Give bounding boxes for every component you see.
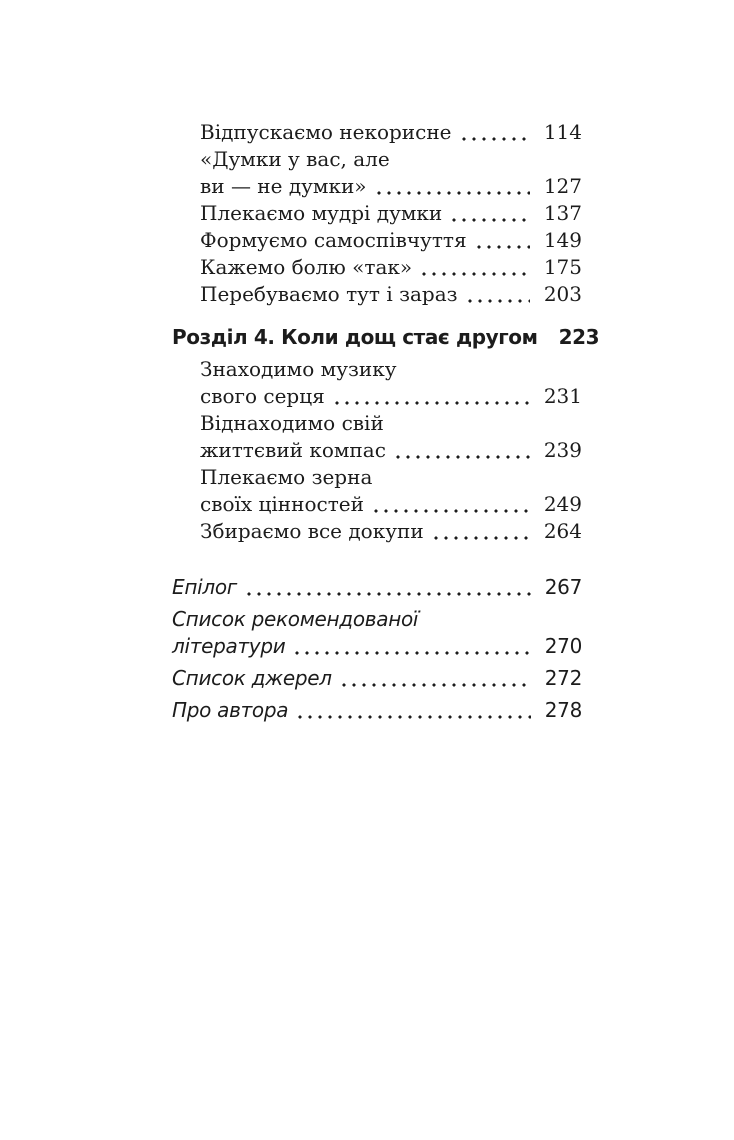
toc-entry-title: Перебуваємо тут і зараз (200, 282, 458, 306)
toc-entry-line (200, 518, 582, 545)
toc-entry (172, 324, 600, 351)
toc-list (172, 119, 600, 724)
toc-entry-title: Список джерел (172, 666, 332, 690)
dot-leader (244, 574, 531, 601)
toc-entry-title: Формуємо самоспівчуття (200, 228, 467, 252)
toc-entry-line (172, 697, 582, 724)
toc-entry (172, 464, 582, 518)
toc-entry-title: Плекаємо мудрі думки (200, 201, 443, 225)
dot-leader (393, 437, 530, 464)
page-number: 264 (543, 519, 582, 543)
toc-entry-line (172, 633, 582, 660)
page-number: 127 (543, 174, 582, 198)
toc-entry (172, 227, 582, 254)
toc-entry-title: Плекаємо зерна (200, 465, 373, 489)
dot-leader (449, 200, 530, 227)
toc-entry (172, 697, 582, 724)
dot-leader (332, 383, 530, 410)
dot-leader (292, 633, 530, 660)
toc-entry-line (200, 227, 582, 254)
toc-entry-title: ви — не думки» (200, 174, 367, 198)
toc-entry-line (200, 356, 582, 383)
page-number: 272 (544, 666, 582, 690)
page-number: 249 (543, 492, 582, 516)
toc-entry-line (172, 665, 582, 692)
toc-entry-line (200, 464, 582, 491)
toc-entry-title: Кажемо болю «так» (200, 255, 413, 279)
page-number: 239 (543, 438, 582, 462)
toc-entry-title: Відпускаємо некорисне (200, 120, 452, 144)
toc-entry-title: Віднаходимо свій (200, 411, 384, 435)
dot-leader (431, 518, 530, 545)
page-number: 114 (543, 120, 582, 144)
chapter-3-subentries (172, 119, 582, 308)
toc-entry-line (200, 383, 582, 410)
toc-entry-title: життєвий компас (200, 438, 386, 462)
toc-entry-line (200, 281, 582, 308)
page-number: 137 (543, 201, 582, 225)
toc-entry-title: «Думки у вас, але (200, 147, 390, 171)
toc-entry-line (172, 324, 600, 351)
page-number: 223 (558, 325, 600, 349)
dot-leader (371, 491, 530, 518)
toc-entry (172, 281, 582, 308)
toc-entry (172, 574, 582, 601)
toc-entry-line (200, 146, 582, 173)
toc-entry (172, 119, 582, 146)
toc-entry-title: Знаходимо музику (200, 357, 397, 381)
dot-leader (474, 227, 530, 254)
toc-entry (172, 410, 582, 464)
chapter-4-subentries (172, 356, 582, 545)
page-number: 175 (543, 255, 582, 279)
toc-entry-line (172, 606, 582, 633)
dot-leader (374, 173, 530, 200)
toc-entry (172, 200, 582, 227)
toc-entry-title: свого серця (200, 384, 325, 408)
toc-entry (172, 146, 582, 200)
page-number: 149 (543, 228, 582, 252)
toc-entry-line (172, 574, 582, 601)
toc-entry (172, 356, 582, 410)
toc-entry-title: літератури (172, 634, 286, 658)
chapter-4-heading (172, 324, 600, 351)
dot-leader (295, 697, 531, 724)
dot-leader (339, 665, 531, 692)
backmatter (172, 574, 582, 724)
dot-leader (419, 254, 530, 281)
toc-entry-title: Про автора (172, 698, 289, 722)
page-number: 267 (544, 575, 582, 599)
dot-leader (465, 281, 530, 308)
toc-entry-line (200, 410, 582, 437)
toc-entry-title: Епілог (172, 575, 237, 599)
page-number: 270 (544, 634, 582, 658)
page-number: 203 (543, 282, 582, 306)
toc-entry-line (200, 491, 582, 518)
toc-entry-line (200, 437, 582, 464)
toc-entry-line (200, 200, 582, 227)
toc-entry-line (200, 173, 582, 200)
page-number: 231 (543, 384, 582, 408)
toc-entry (172, 254, 582, 281)
toc-entry-title: Розділ 4. Коли дощ стає другом (172, 325, 538, 349)
toc-entry-title: Збираємо все докупи (200, 519, 424, 543)
dot-leader (459, 119, 530, 146)
toc-entry-line (200, 119, 582, 146)
toc-entry (172, 518, 582, 545)
toc-entry-title: своїх цінностей (200, 492, 364, 516)
toc-entry-line (200, 254, 582, 281)
toc-entry-title: Список рекомендованої (172, 607, 419, 631)
page-number: 278 (544, 698, 582, 722)
toc-entry (172, 606, 582, 660)
toc-entry (172, 665, 582, 692)
